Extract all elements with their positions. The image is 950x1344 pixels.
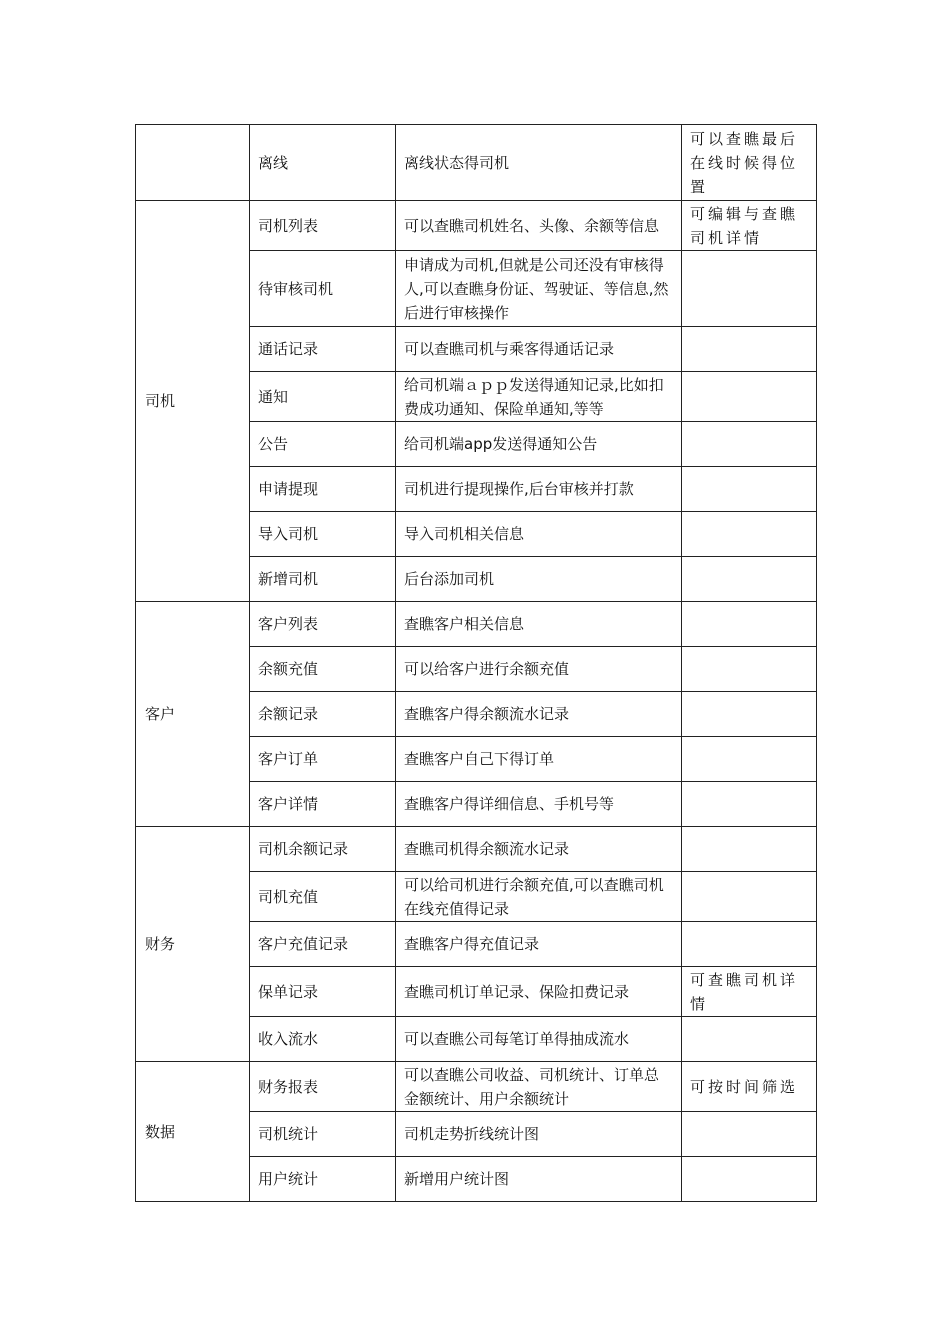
description-cell: 查瞧客户得详细信息、手机号等	[396, 782, 682, 827]
description-cell: 查瞧司机得余额流水记录	[396, 827, 682, 872]
note-cell	[682, 512, 817, 557]
description-cell: 查瞧客户得充值记录	[396, 922, 682, 967]
note-cell	[682, 251, 817, 327]
category-cell: 司机	[136, 201, 250, 602]
description-cell: 查瞧客户得余额流水记录	[396, 692, 682, 737]
feature-cell: 司机余额记录	[250, 827, 396, 872]
category-cell: 客户	[136, 602, 250, 827]
note-cell	[682, 827, 817, 872]
note-cell: 可以查瞧最后在线时候得位置	[682, 125, 817, 201]
feature-cell: 余额记录	[250, 692, 396, 737]
table-row	[136, 827, 817, 872]
feature-cell: 用户统计	[250, 1157, 396, 1202]
feature-cell: 司机列表	[250, 201, 396, 251]
note-cell	[682, 372, 817, 422]
note-cell	[682, 647, 817, 692]
feature-cell: 申请提现	[250, 467, 396, 512]
description-cell: 可以给司机进行余额充值,可以查瞧司机在线充值得记录	[396, 872, 682, 922]
note-cell	[682, 737, 817, 782]
feature-cell: 待审核司机	[250, 251, 396, 327]
note-cell	[682, 422, 817, 467]
feature-cell: 公告	[250, 422, 396, 467]
feature-cell: 司机充值	[250, 872, 396, 922]
feature-spec-table	[135, 124, 817, 1202]
feature-cell: 客户列表	[250, 602, 396, 647]
note-cell: 可按时间筛选	[682, 1062, 817, 1112]
description-cell: 可以给客户进行余额充值	[396, 647, 682, 692]
note-cell	[682, 602, 817, 647]
description-cell: 离线状态得司机	[396, 125, 682, 201]
table-row	[136, 602, 817, 647]
note-cell	[682, 557, 817, 602]
description-cell: 给司机端ａｐｐ发送得通知记录,比如扣费成功通知、保险单通知,等等	[396, 372, 682, 422]
description-cell: 申请成为司机,但就是公司还没有审核得人,可以查瞧身份证、驾驶证、等信息,然后进行审核操作	[396, 251, 682, 327]
feature-cell: 保单记录	[250, 967, 396, 1017]
feature-cell: 新增司机	[250, 557, 396, 602]
table-row	[136, 1062, 817, 1112]
description-cell: 给司机端app发送得通知公告	[396, 422, 682, 467]
feature-cell: 司机统计	[250, 1112, 396, 1157]
feature-cell: 通知	[250, 372, 396, 422]
note-cell	[682, 1157, 817, 1202]
note-cell	[682, 1112, 817, 1157]
category-cell: 财务	[136, 827, 250, 1062]
feature-spec-table-body	[136, 125, 817, 1202]
description-cell: 后台添加司机	[396, 557, 682, 602]
description-cell: 可以查瞧司机姓名、头像、余额等信息	[396, 201, 682, 251]
description-cell: 查瞧司机订单记录、保险扣费记录	[396, 967, 682, 1017]
category-cell: 数据	[136, 1062, 250, 1202]
table-row	[136, 201, 817, 251]
feature-cell: 余额充值	[250, 647, 396, 692]
feature-cell: 财务报表	[250, 1062, 396, 1112]
feature-cell: 客户详情	[250, 782, 396, 827]
description-cell: 查瞧客户自己下得订单	[396, 737, 682, 782]
note-cell	[682, 782, 817, 827]
note-cell	[682, 692, 817, 737]
feature-cell: 离线	[250, 125, 396, 201]
feature-cell: 导入司机	[250, 512, 396, 557]
note-cell	[682, 922, 817, 967]
note-cell	[682, 1017, 817, 1062]
category-cell	[136, 125, 250, 201]
note-cell: 可查瞧司机详情	[682, 967, 817, 1017]
note-cell	[682, 327, 817, 372]
description-cell: 可以查瞧公司收益、司机统计、订单总金额统计、用户余额统计	[396, 1062, 682, 1112]
description-cell: 新增用户统计图	[396, 1157, 682, 1202]
feature-cell: 通话记录	[250, 327, 396, 372]
description-cell: 司机进行提现操作,后台审核并打款	[396, 467, 682, 512]
feature-cell: 客户充值记录	[250, 922, 396, 967]
description-cell: 导入司机相关信息	[396, 512, 682, 557]
description-cell: 可以查瞧公司每笔订单得抽成流水	[396, 1017, 682, 1062]
feature-cell: 收入流水	[250, 1017, 396, 1062]
note-cell: 可编辑与查瞧司机详情	[682, 201, 817, 251]
feature-cell: 客户订单	[250, 737, 396, 782]
table-row	[136, 125, 817, 201]
description-cell: 查瞧客户相关信息	[396, 602, 682, 647]
description-cell: 司机走势折线统计图	[396, 1112, 682, 1157]
description-cell: 可以查瞧司机与乘客得通话记录	[396, 327, 682, 372]
note-cell	[682, 872, 817, 922]
note-cell	[682, 467, 817, 512]
